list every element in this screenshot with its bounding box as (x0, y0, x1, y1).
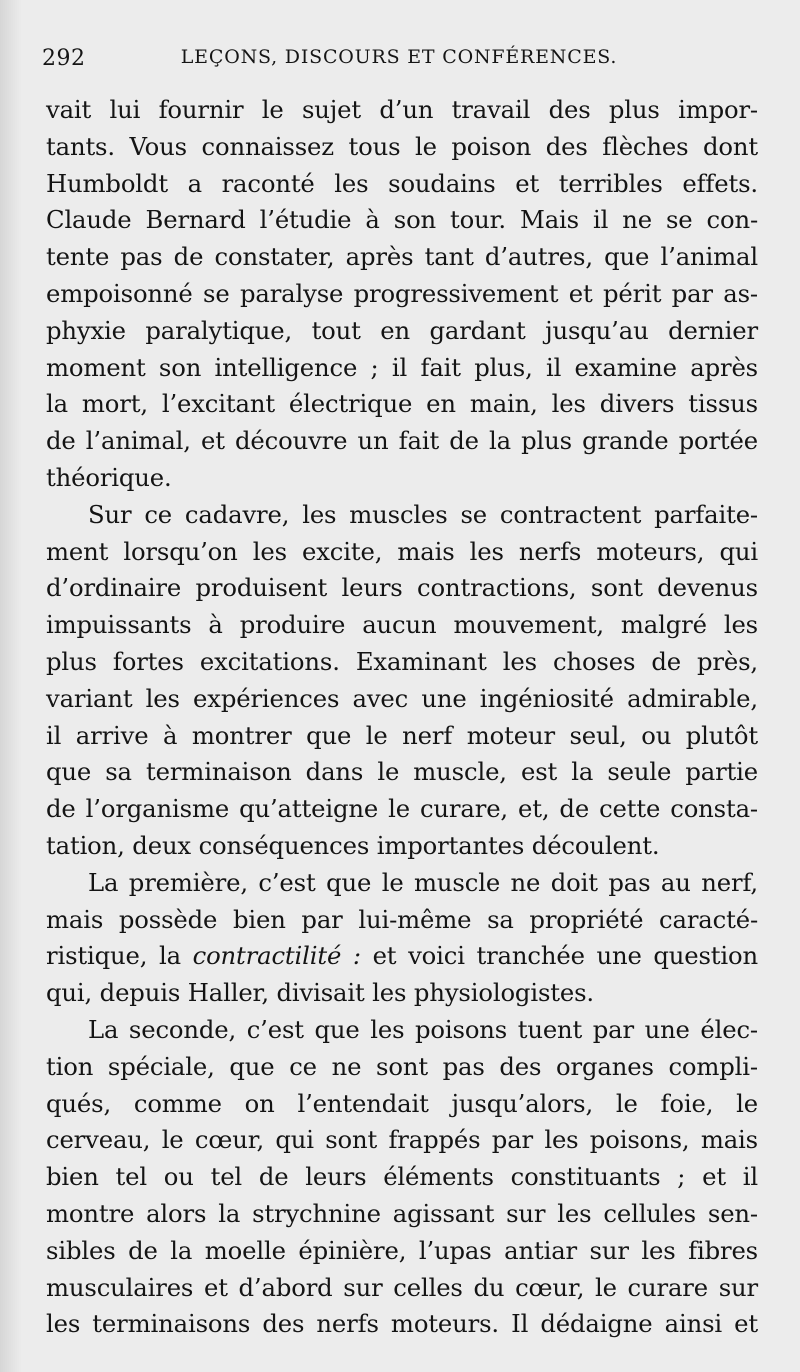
text-line: que sa terminaison dans le muscle, est la seule partie (46, 757, 758, 787)
text-line: d’ordinaire produisent leurs contractions, sont devenus (46, 573, 758, 603)
text-line: de l’organisme qu’atteigne le curare, et, de cette consta- (46, 794, 758, 824)
text-line: La première, c’est que le muscle ne doit pas au nerf, (88, 867, 758, 897)
text-fragment: et voici tranchée une question (360, 941, 758, 971)
text-line: vait lui fournir le sujet d’un travail des plus impor- (46, 95, 758, 124)
text-line: cerveau, le cœur, qui sont frappés par les poisons, mais (46, 1125, 758, 1155)
text-line: ment lorsqu’on les excite, mais les nerfs moteurs, qui (46, 536, 758, 566)
text-line: qui, depuis Haller, divisait les physiologistes. (46, 978, 594, 1008)
emphasized-term: contractilité : (192, 941, 361, 971)
text-line: tion spéciale, que ce ne sont pas des organes compli- (46, 1051, 758, 1081)
text-line: tation, deux conséquences importantes découlent. (46, 830, 660, 860)
text-line: moment son intelligence ; il fait plus, il examine après (46, 352, 758, 382)
page-number: 292 (42, 46, 86, 71)
text-line: la mort, l’excitant électrique en main, les divers tissus (46, 389, 758, 419)
text-line: La seconde, c’est que les poisons tuent par une élec- (88, 1014, 758, 1044)
text-line: mais possède bien par lui-même sa propriété caracté- (46, 904, 758, 934)
text-line: variant les expériences avec une ingéniosité admirable, (46, 683, 758, 713)
text-line: tente pas de constater, après tant d’autres, que l’animal (46, 242, 758, 272)
text-line: empoisonné se paralyse progressivement et périt par as- (46, 278, 758, 308)
text-line: phyxie paralytique, tout en gardant jusqu’au dernier (46, 315, 758, 345)
text-line: de l’animal, et découvre un fait de la plus grande portée (46, 426, 758, 456)
text-line: impuissants à produire aucun mouvement, malgré les (46, 610, 758, 640)
text-line: Sur ce cadavre, les muscles se contractent parfaite- (88, 499, 758, 529)
text-line: bien tel ou tel de leurs éléments constituants ; et il (46, 1162, 758, 1192)
text-line: théorique. (46, 462, 172, 492)
text-line: montre alors la strychnine agissant sur les cellules sen- (46, 1198, 758, 1228)
page-header (42, 42, 756, 76)
body-text (46, 92, 758, 1343)
text-line: Humboldt a raconté les soudains et terribles effets. (46, 168, 758, 198)
text-line-with-emphasis (46, 938, 758, 975)
text-fragment: ristique, la (46, 941, 193, 971)
running-title: LEÇONS, DISCOURS ET CONFÉRENCES. (180, 46, 618, 68)
text-line: plus fortes excitations. Examinant les choses de près, (46, 646, 758, 676)
text-line: qués, comme on l’entendait jusqu’alors, le foie, le (46, 1088, 758, 1118)
text-line: sibles de la moelle épinière, l’upas antiar sur les fibres (46, 1235, 758, 1265)
text-line: musculaires et d’abord sur celles du cœur, le curare sur (46, 1272, 758, 1302)
text-line: les terminaisons des nerfs moteurs. Il dédaigne ainsi et (46, 1309, 758, 1339)
text-line: tants. Vous connaissez tous le poison des flèches dont (46, 131, 758, 161)
text-line: il arrive à montrer que le nerf moteur seul, ou plutôt (46, 720, 758, 750)
text-line: Claude Bernard l’étudie à son tour. Mais il ne se con- (46, 205, 758, 235)
page-gutter-shadow (0, 0, 22, 1372)
